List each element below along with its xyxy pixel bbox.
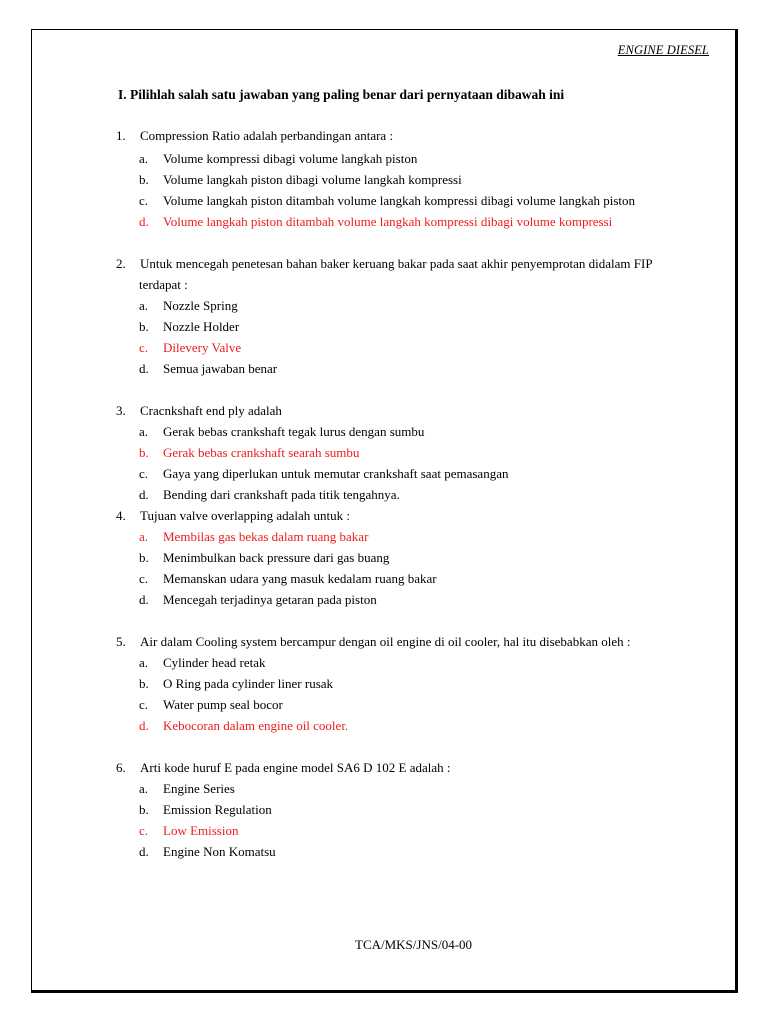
question-2-option-c-correct	[139, 340, 241, 356]
option-text: Kebocoran dalam engine oil cooler.	[163, 718, 349, 733]
question-1-option-c	[139, 193, 635, 209]
option-letter: d.	[139, 214, 149, 229]
question-3-option-c	[139, 466, 508, 482]
option-text: Membilas gas bekas dalam ruang bakar	[163, 529, 369, 544]
option-text: Memanskan udara yang masuk kedalam ruang bakar	[163, 571, 437, 586]
question-text: Arti kode huruf E pada engine model SA6 D 102 E adalah :	[140, 760, 451, 775]
question-6-option-b	[139, 802, 272, 818]
option-text: Cylinder head retak	[163, 655, 266, 670]
page-frame	[31, 29, 738, 993]
option-text: Gerak bebas crankshaft tegak lurus dengan sumbu	[163, 424, 425, 439]
option-text: Bending dari crankshaft pada titik tengahnya.	[163, 487, 400, 502]
question-2-continuation: terdapat :	[139, 277, 188, 292]
question-text: Tujuan valve overlapping adalah untuk :	[140, 508, 351, 523]
option-letter: b.	[139, 319, 149, 334]
option-letter: a.	[139, 151, 149, 166]
option-letter: d.	[139, 487, 149, 502]
option-letter: c.	[139, 466, 149, 481]
option-text: Engine Non Komatsu	[163, 844, 276, 859]
option-letter: a.	[139, 529, 149, 544]
document-footer-code: TCA/MKS/JNS/04-00	[355, 937, 473, 952]
question-5-option-a	[139, 655, 266, 671]
question-3-option-a	[139, 424, 424, 440]
option-letter: b.	[139, 172, 149, 187]
option-text: Semua jawaban benar	[163, 361, 278, 376]
option-text: Volume langkah piston dibagi volume langkah kompressi	[163, 172, 462, 187]
question-text: Cracnkshaft end ply adalah	[140, 403, 282, 418]
option-text: Engine Series	[163, 781, 235, 796]
option-letter: b.	[139, 676, 149, 691]
option-letter: b.	[139, 445, 149, 460]
option-text: Dilevery Valve	[163, 340, 242, 355]
document-header-title: ENGINE DIESEL	[617, 43, 709, 57]
question-2-option-d	[139, 361, 277, 377]
option-text: Mencegah terjadinya getaran pada piston	[163, 592, 377, 607]
option-text: Volume langkah piston ditambah volume langkah kompressi dibagi volume kompressi	[163, 214, 613, 229]
question-1-option-d-correct	[139, 214, 612, 230]
question-number: 3.	[116, 403, 126, 418]
question-2	[116, 256, 653, 272]
question-6-option-a	[139, 781, 235, 797]
question-1-option-b	[139, 172, 462, 188]
question-3	[116, 403, 282, 419]
option-letter: c.	[139, 697, 149, 712]
option-text: Nozzle Spring	[163, 298, 238, 313]
option-letter: c.	[139, 193, 149, 208]
section-title: I. Pilihlah salah satu jawaban yang paling benar dari pernyataan dibawah ini	[118, 87, 565, 102]
question-number: 4.	[116, 508, 126, 523]
option-letter: c.	[139, 340, 149, 355]
question-6-option-c-correct	[139, 823, 238, 839]
option-letter: d.	[139, 718, 149, 733]
option-letter: c.	[139, 571, 149, 586]
option-text: Nozzle Holder	[163, 319, 240, 334]
option-text: Menimbulkan back pressure dari gas buang	[163, 550, 390, 565]
question-2-option-b	[139, 319, 239, 335]
question-5-option-d-correct	[139, 718, 348, 734]
option-letter: a.	[139, 655, 149, 670]
option-letter: d.	[139, 592, 149, 607]
question-5	[116, 634, 630, 650]
option-text: Water pump seal bocor	[163, 697, 283, 712]
option-letter: d.	[139, 844, 149, 859]
question-3-option-d	[139, 487, 400, 503]
option-letter: a.	[139, 781, 149, 796]
option-letter: c.	[139, 823, 149, 838]
option-letter: b.	[139, 802, 149, 817]
question-number: 6.	[116, 760, 126, 775]
question-number: 2.	[116, 256, 126, 271]
question-number: 1.	[116, 128, 126, 143]
question-4-option-a-correct	[139, 529, 368, 545]
option-text: O Ring pada cylinder liner rusak	[163, 676, 334, 691]
question-1	[116, 128, 393, 144]
question-number: 5.	[116, 634, 126, 649]
question-5-option-b	[139, 676, 333, 692]
option-text: Volume langkah piston ditambah volume langkah kompressi dibagi volume langkah piston	[163, 193, 636, 208]
option-text: Low Emission	[163, 823, 239, 838]
option-letter: a.	[139, 298, 149, 313]
option-letter: b.	[139, 550, 149, 565]
question-4-option-b	[139, 550, 389, 566]
option-text: Gaya yang diperlukan untuk memutar crankshaft saat pemasangan	[163, 466, 509, 481]
question-2-option-a	[139, 298, 238, 314]
question-text: Air dalam Cooling system bercampur dengan oil engine di oil cooler, hal itu disebabkan oleh :	[140, 634, 631, 649]
question-6	[116, 760, 450, 776]
question-4-option-c	[139, 571, 437, 587]
question-4-option-d	[139, 592, 377, 608]
question-text: Compression Ratio adalah perbandingan antara :	[140, 128, 394, 143]
question-text: Untuk mencegah penetesan bahan baker keruang bakar pada saat akhir penyemprotan didalam FIP	[140, 256, 653, 271]
option-text: Gerak bebas crankshaft searah sumbu	[163, 445, 360, 460]
option-text: Volume kompressi dibagi volume langkah piston	[163, 151, 418, 166]
question-6-option-d	[139, 844, 276, 860]
question-4	[116, 508, 350, 524]
question-1-option-a	[139, 151, 417, 167]
option-text: Emission Regulation	[163, 802, 272, 817]
question-3-option-b-correct	[139, 445, 359, 461]
option-letter: d.	[139, 361, 149, 376]
option-letter: a.	[139, 424, 149, 439]
question-5-option-c	[139, 697, 283, 713]
